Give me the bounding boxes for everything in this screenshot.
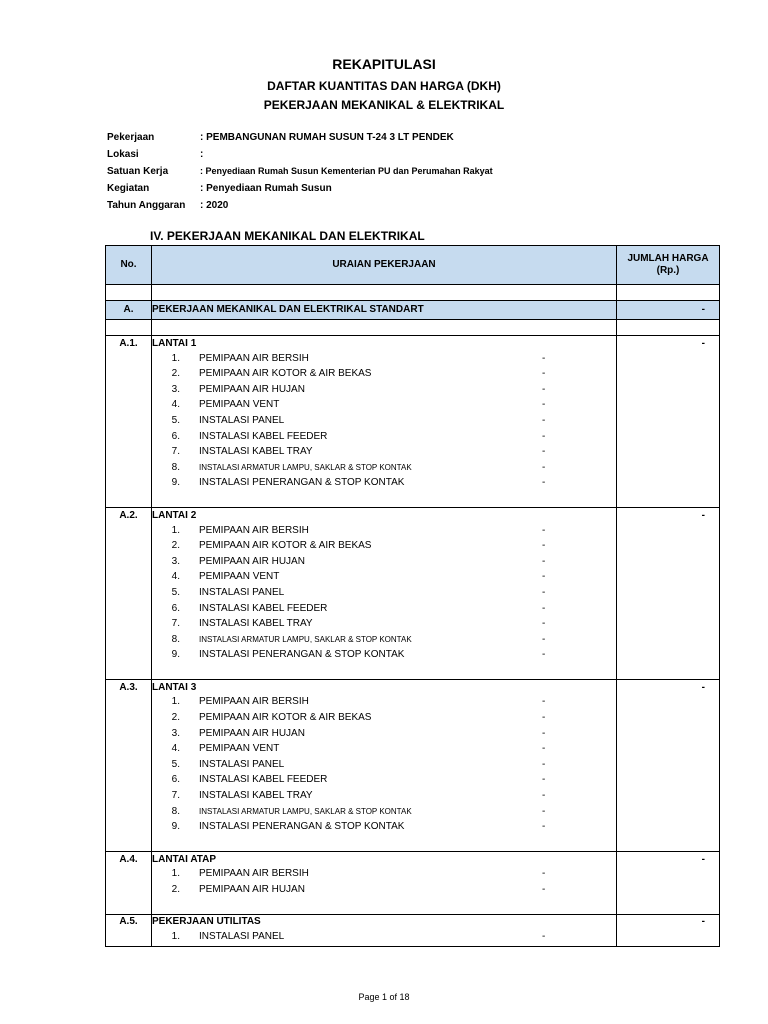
item-description: INSTALASI KABEL TRAY: [199, 790, 313, 802]
item-description: INSTALASI KABEL TRAY: [199, 446, 313, 458]
meta-value: : PEMBANGUNAN RUMAH SUSUN T-24 3 LT PENDEK: [200, 132, 454, 143]
item-description: INSTALASI PENERANGAN & STOP KONTAK: [199, 477, 405, 489]
item-value: -: [542, 383, 546, 395]
item-value: -: [542, 774, 546, 786]
item-description: INSTALASI PANEL: [199, 586, 285, 598]
item-value: -: [542, 884, 546, 895]
table-row: [106, 695, 720, 711]
meta-value: : 2020: [200, 200, 229, 211]
group-no: A.2.: [106, 507, 152, 523]
group-row: [106, 914, 720, 930]
item-number: 1.: [171, 931, 180, 943]
item-number: 2.: [171, 884, 180, 895]
item-number: 7.: [171, 618, 180, 630]
group-row: [106, 336, 720, 352]
item-description: PEMIPAAN VENT: [199, 399, 280, 411]
item-value: -: [542, 649, 546, 661]
table-row: [106, 476, 720, 492]
item-value: -: [542, 712, 546, 724]
table-row: [106, 742, 720, 758]
item-value: -: [542, 446, 546, 458]
item-description: INSTALASI KABEL FEEDER: [199, 430, 328, 442]
item-number: 4.: [171, 399, 180, 411]
table-row: [106, 398, 720, 414]
table-row: [106, 352, 720, 368]
meta-value: : Penyediaan Rumah Susun Kementerian PU dan Perumahan Rakyat: [200, 166, 493, 176]
table-row: [106, 930, 720, 946]
group-harga: -: [617, 679, 720, 695]
table-row: [106, 820, 720, 836]
meta-value: : Penyediaan Rumah Susun: [200, 183, 332, 194]
item-number: 9.: [171, 649, 180, 661]
item-value: -: [542, 368, 546, 380]
item-value: -: [542, 477, 546, 489]
blank-row: [106, 320, 720, 336]
item-description: INSTALASI PANEL: [199, 414, 285, 426]
item-description: INSTALASI ARMATUR LAMPU, SAKLAR & STOP KONTAK: [199, 634, 412, 644]
group-title: LANTAI ATAP: [152, 851, 617, 867]
meta-label: Lokasi: [107, 149, 139, 160]
item-description: INSTALASI ARMATUR LAMPU, SAKLAR & STOP KONTAK: [199, 462, 412, 472]
item-description: INSTALASI PANEL: [199, 931, 285, 943]
item-value: -: [542, 571, 546, 583]
item-description: PEMIPAAN AIR HUJAN: [199, 884, 305, 895]
item-number: 8.: [171, 805, 180, 817]
item-value: -: [542, 352, 546, 364]
item-value: -: [542, 540, 546, 552]
table-row: [106, 789, 720, 805]
table-header-row: [106, 246, 720, 285]
table-row: [106, 711, 720, 727]
table-row: [106, 617, 720, 633]
group-no: A.5.: [106, 914, 152, 930]
col-header-no: No.: [106, 246, 152, 285]
item-description: PEMIPAAN AIR HUJAN: [199, 555, 305, 567]
item-value: -: [542, 461, 546, 473]
table-row: [106, 570, 720, 586]
item-number: 3.: [171, 383, 180, 395]
col-header-uraian: URAIAN PEKERJAAN: [152, 246, 617, 285]
table-row: [106, 430, 720, 446]
item-description: INSTALASI KABEL TRAY: [199, 618, 313, 630]
group-row: [106, 851, 720, 867]
group-title: PEKERJAAN UTILITAS: [152, 914, 617, 930]
item-value: -: [542, 696, 546, 708]
item-description: PEMIPAAN AIR HUJAN: [199, 383, 305, 395]
meta-label: Satuan Kerja: [107, 166, 169, 177]
group-row: [106, 679, 720, 695]
item-number: 7.: [171, 446, 180, 458]
item-description: PEMIPAAN AIR BERSIH: [199, 868, 309, 880]
item-number: 1.: [171, 696, 180, 708]
group-harga: -: [617, 336, 720, 352]
dkh-table: [105, 245, 720, 947]
doc-subtitle-dkh: DAFTAR KUANTITAS DAN HARGA (DKH): [267, 79, 501, 93]
blank-row: [106, 492, 720, 508]
item-number: 8.: [171, 633, 180, 645]
item-description: PEMIPAAN AIR KOTOR & AIR BEKAS: [199, 712, 372, 724]
item-number: 6.: [171, 430, 180, 442]
table-row: [106, 555, 720, 571]
item-number: 5.: [171, 414, 180, 426]
group-no: A.3.: [106, 679, 152, 695]
item-value: -: [542, 586, 546, 598]
group-no: A.4.: [106, 851, 152, 867]
item-number: 6.: [171, 602, 180, 614]
item-number: 9.: [171, 821, 180, 833]
item-description: INSTALASI KABEL FEEDER: [199, 602, 328, 614]
table-row: [106, 602, 720, 618]
section-a-no: A.: [106, 301, 152, 320]
meta-label: Pekerjaan: [107, 132, 155, 143]
item-number: 5.: [171, 586, 180, 598]
item-value: -: [542, 868, 546, 880]
section-a-row: [106, 301, 720, 320]
blank-row: [106, 836, 720, 852]
col-header-harga-line1: JUMLAH HARGA: [627, 253, 709, 264]
item-description: PEMIPAAN VENT: [199, 571, 280, 583]
page-footer: Page 1 of 18: [358, 992, 410, 1002]
table-row: [106, 633, 720, 649]
item-number: 5.: [171, 758, 180, 770]
item-value: -: [542, 821, 546, 833]
table-row: [106, 648, 720, 664]
table-row: [106, 383, 720, 399]
table-row: [106, 367, 720, 383]
blank-row: [106, 664, 720, 680]
item-description: INSTALASI PANEL: [199, 758, 285, 770]
group-row: [106, 507, 720, 523]
item-number: 2.: [171, 540, 180, 552]
item-description: PEMIPAAN AIR KOTOR & AIR BEKAS: [199, 540, 372, 552]
table-row: [106, 539, 720, 555]
table-row: [106, 727, 720, 743]
item-description: PEMIPAAN AIR BERSIH: [199, 352, 309, 364]
section-a-harga: -: [617, 301, 720, 320]
group-title: LANTAI 3: [152, 679, 617, 695]
col-header-harga: [617, 246, 720, 285]
table-row: [106, 805, 720, 821]
item-value: -: [542, 399, 546, 411]
item-description: PEMIPAAN AIR HUJAN: [199, 727, 305, 739]
table-row: [106, 461, 720, 477]
item-number: 3.: [171, 727, 180, 739]
item-value: -: [542, 618, 546, 630]
item-number: 2.: [171, 368, 180, 380]
item-value: -: [542, 633, 546, 645]
item-value: -: [542, 790, 546, 802]
item-number: 6.: [171, 774, 180, 786]
col-header-harga-line2: (Rp.): [656, 265, 680, 276]
group-no: A.1.: [106, 336, 152, 352]
group-title: LANTAI 1: [152, 336, 617, 352]
table-row: [106, 883, 720, 899]
doc-subtitle-me: PEKERJAAN MEKANIKAL & ELEKTRIKAL: [263, 98, 505, 112]
item-value: -: [542, 602, 546, 614]
meta-label: Kegiatan: [107, 183, 150, 194]
blank-row: [106, 285, 720, 301]
item-number: 9.: [171, 477, 180, 489]
group-harga: -: [617, 851, 720, 867]
section-a-title: PEKERJAAN MEKANIKAL DAN ELEKTRIKAL STANDART: [152, 301, 617, 320]
table-row: [106, 414, 720, 430]
table-row: [106, 867, 720, 883]
item-value: -: [542, 414, 546, 426]
table-row: [106, 524, 720, 540]
item-number: 7.: [171, 790, 180, 802]
item-value: -: [542, 430, 546, 442]
item-number: 3.: [171, 555, 180, 567]
item-number: 1.: [171, 524, 180, 536]
item-number: 8.: [171, 461, 180, 473]
item-value: -: [542, 931, 546, 943]
item-value: -: [542, 524, 546, 536]
item-value: -: [542, 555, 546, 567]
blank-row: [106, 899, 720, 915]
table-row: [106, 586, 720, 602]
group-harga: -: [617, 914, 720, 930]
meta-value: :: [200, 149, 204, 160]
item-value: -: [542, 743, 546, 755]
section-title: IV. PEKERJAAN MEKANIKAL DAN ELEKTRIKAL: [150, 229, 425, 243]
item-description: PEMIPAAN VENT: [199, 743, 280, 755]
group-harga: -: [617, 507, 720, 523]
item-number: 2.: [171, 712, 180, 724]
item-number: 1.: [171, 868, 180, 880]
item-number: 4.: [171, 743, 180, 755]
item-value: -: [542, 727, 546, 739]
doc-title: REKAPITULASI: [332, 56, 436, 72]
item-description: PEMIPAAN AIR BERSIH: [199, 696, 309, 708]
table-row: [106, 445, 720, 461]
item-value: -: [542, 805, 546, 817]
item-description: INSTALASI KABEL FEEDER: [199, 774, 328, 786]
meta-label: Tahun Anggaran: [107, 200, 186, 211]
item-description: INSTALASI PENERANGAN & STOP KONTAK: [199, 649, 405, 661]
item-description: INSTALASI ARMATUR LAMPU, SAKLAR & STOP KONTAK: [199, 806, 412, 816]
item-number: 4.: [171, 571, 180, 583]
group-title: LANTAI 2: [152, 507, 617, 523]
table-row: [106, 773, 720, 789]
item-description: PEMIPAAN AIR BERSIH: [199, 524, 309, 536]
item-description: PEMIPAAN AIR KOTOR & AIR BEKAS: [199, 368, 372, 380]
item-value: -: [542, 758, 546, 770]
item-number: 1.: [171, 352, 180, 364]
item-description: INSTALASI PENERANGAN & STOP KONTAK: [199, 821, 405, 833]
table-row: [106, 758, 720, 774]
